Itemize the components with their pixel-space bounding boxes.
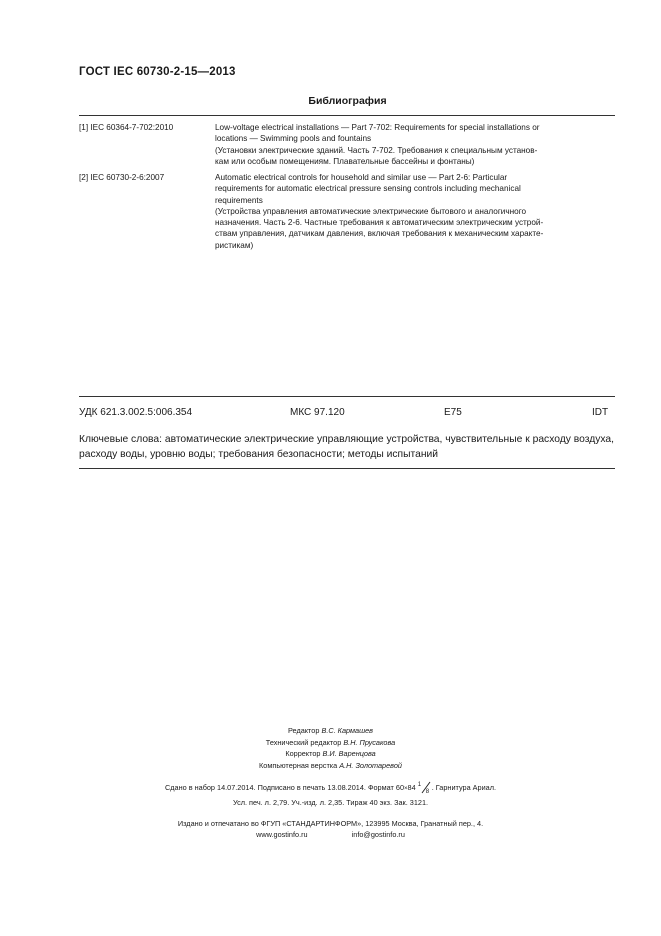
bibliography-line: кам или особым помещениям. Плавательные бассейны и фонтаны) <box>215 156 475 166</box>
credit-layout: Компьютерная верстка А.Н. Золотаревой <box>259 760 402 770</box>
format-fraction: 1 8 <box>418 783 432 793</box>
bibliography-line: locations — Swimming pools and fountains <box>215 134 372 144</box>
idt-marker: IDT <box>592 407 609 418</box>
imprint-line-1: Сдано в набор 14.07.2014. Подписано в печать 13.08.2014. Формат 60×84 1 8 . Гарнитура Ариал. <box>165 782 496 796</box>
bibliography-line: (Устройства управления автоматические электрические бытового и аналогичного <box>215 206 527 216</box>
bibliography-ref-2: [2] IEC 60730-2-6:2007 <box>79 173 165 182</box>
bibliography-line: ствам управления, датчикам давления, включая требования к механическим характе- <box>215 229 544 239</box>
bibliography-ref-1: [1] IEC 60364-7-702:2010 <box>79 123 174 132</box>
credit-tech-editor: Технический редактор В.Н. Прусакова <box>265 737 396 747</box>
classification-top-rule <box>79 396 615 397</box>
bibliography-line: Automatic electrical controls for household and similar use — Part 2-6: Particular <box>215 173 508 182</box>
bibliography-line: requirements <box>215 195 263 205</box>
imprint-line-3: Издано и отпечатано во ФГУП «СТАНДАРТИНФОРМ», 123995 Москва, Гранатный пер., 4. <box>177 819 484 828</box>
document-header: ГОСТ IEC 60730-2-15—2013 <box>79 66 236 78</box>
bibliography-top-rule <box>79 115 615 116</box>
bibliography-line: (Установки электрические зданий. Часть 7-702. Требования к специальным установ- <box>215 145 538 155</box>
bibliography-item-1 <box>79 122 615 168</box>
bibliography-item-2 <box>79 172 615 254</box>
bibliography-line: requirements for automatic electrical pressure sensing controls including mechanical <box>215 184 521 194</box>
credit-editor: Редактор В.С. Кармашев <box>288 726 373 735</box>
keywords-bottom-rule <box>79 468 615 469</box>
bibliography-line: назначения. Часть 2-6. Частные требования к автоматическим электрическим устрой- <box>215 218 544 228</box>
bibliography-title: Библиография <box>308 95 387 107</box>
imprint-line-2: Усл. печ. л. 2,79. Уч.-изд. л. 2,35. Тираж 40 экз. Зак. 3121. <box>232 798 429 807</box>
mks-code: МКС 97.120 <box>290 407 345 418</box>
keywords: Ключевые слова: автоматические электрические управляющие устройства, чувствительные к расходу воздуха, расходу воды, уровню воды; требования безопасности; методы испытаний <box>79 434 614 460</box>
bibliography-text-1 <box>215 122 615 167</box>
imprint-contacts <box>0 829 661 841</box>
credits-block <box>0 725 661 771</box>
bibliography-line: ристикам) <box>215 240 254 250</box>
okstu-code: E75 <box>444 407 462 418</box>
website-link[interactable]: www.gostinfo.ru <box>256 830 308 839</box>
bibliography-text-2 <box>215 172 615 251</box>
bibliography-line: Low-voltage electrical installations — Part 7-702: Requirements for special installations or <box>215 123 540 132</box>
credit-corrector: Корректор В.И. Варенцова <box>285 749 376 759</box>
email-link[interactable]: info@gostinfo.ru <box>351 830 405 839</box>
udk-code: УДК 621.3.002.5:006.354 <box>79 407 193 418</box>
